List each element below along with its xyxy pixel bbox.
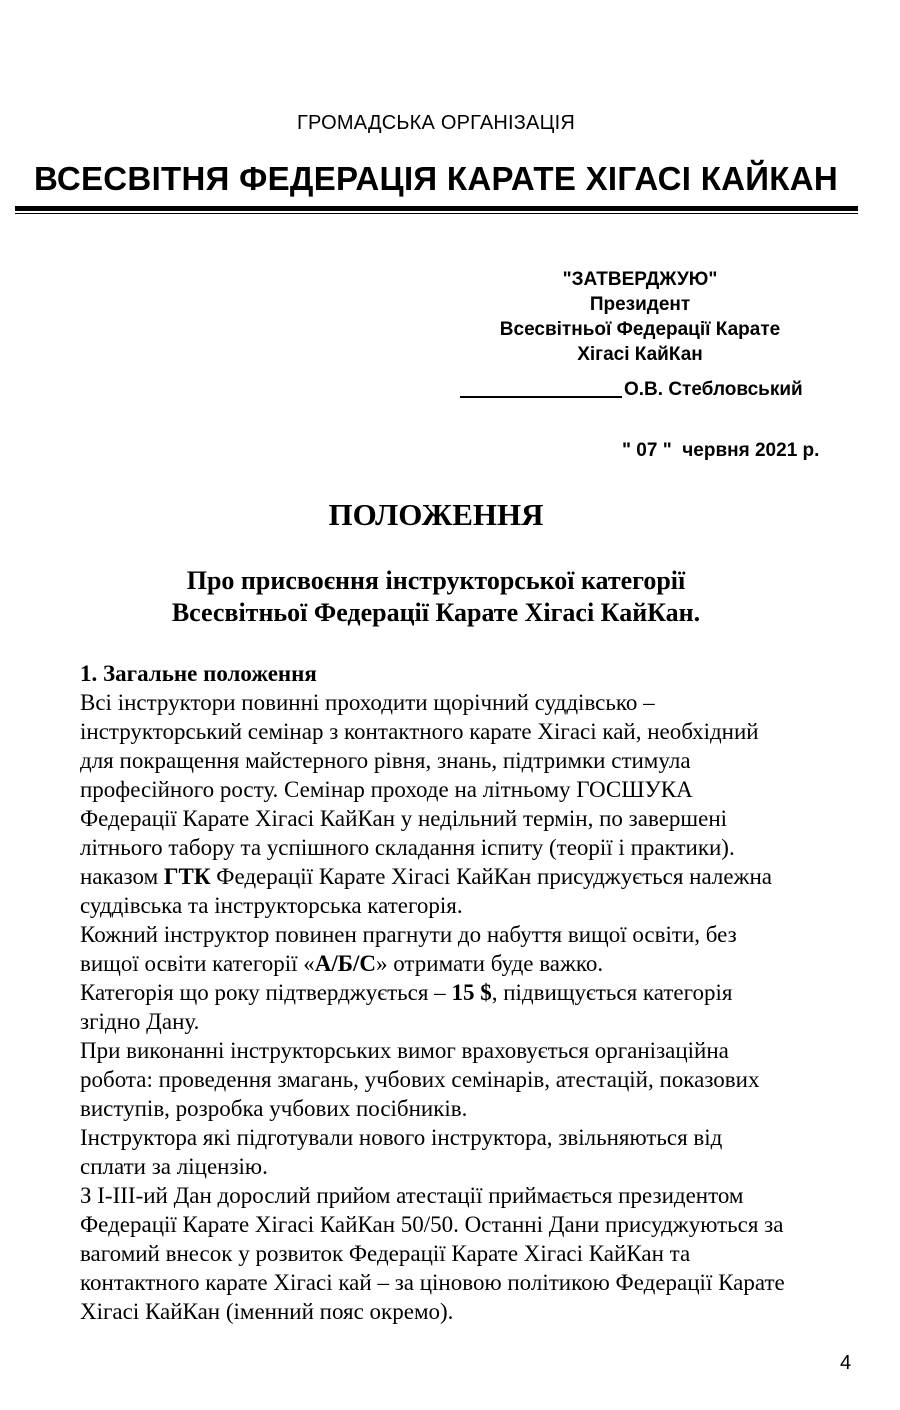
- paragraph-line: При виконанні інструкторських вимог враховується організаційна: [80, 1038, 729, 1063]
- approver-position: Президент: [589, 294, 691, 315]
- section-1: [80, 659, 880, 1326]
- paragraph-line: Кожний інструктор повинен прагнути до набуття вищої освіти, без: [80, 922, 737, 947]
- paragraph-line: наказом ГТК Федерації Карате Хігасі КайКан присуджується належна: [80, 864, 772, 889]
- section-heading: 1. Загальне положення: [80, 661, 317, 686]
- organization-type: ГРОМАДСЬКА ОРГАНІЗАЦІЯ: [297, 112, 575, 134]
- paragraph-line: Всі інструктори повинні проходити щорічний суддівсько –: [80, 690, 655, 715]
- approval-date: " 07 " червня 2021 р.: [622, 440, 820, 461]
- paragraph-line: професійного росту. Семінар проходе на літньому ГОСШУКА: [80, 777, 693, 802]
- paragraph-line: виступів, розробка учбових посібників.: [80, 1096, 468, 1121]
- header-rule-thick: [15, 206, 858, 211]
- signature-blank: [460, 396, 622, 398]
- paragraph-line: згідно Дану.: [80, 1009, 200, 1034]
- paragraph-line: Федерації Карате Хігасі КайКан у недільний термін, по завершені: [80, 806, 728, 831]
- approver-organization-line2: Хігасі КайКан: [577, 344, 703, 365]
- paragraph-line: Категорія що року підтверджується – 15 $, підвищується категорія: [80, 980, 733, 1005]
- paragraph-line: З І-ІІІ-ий Дан дорослий прийом атестації приймається президентом: [80, 1183, 744, 1208]
- paragraph-line: контактного карате Хігасі кай – за ціновою політикою Федерації Карате: [80, 1270, 785, 1295]
- paragraph-line: літнього табору та успішного складання іспиту (теорії і практики).: [80, 835, 735, 860]
- page-number: 4: [840, 1352, 852, 1374]
- signatory-name: О.В. Стебловський: [624, 379, 803, 400]
- paragraph-line: Федерації Карате Хігасі КайКан 50/50. Останні Дани присуджуються за: [80, 1212, 784, 1237]
- paragraph-line: для покращення майстерного рівня, знань, підтримки стимула: [80, 748, 691, 773]
- paragraph-line: суддівська та інструкторська категорія.: [80, 893, 463, 918]
- document-subtitle-line1: Про присвоєння інструкторської категорії: [186, 566, 686, 595]
- organization-name: ВСЕСВІТНЯ ФЕДЕРАЦІЯ КАРАТЕ ХІГАСІ КАЙКАН: [33, 160, 838, 197]
- paragraph-line: вищої освіти категорії «А/Б/С» отримати буде важко.: [80, 951, 604, 976]
- paragraph-line: робота: проведення змагань, учбових семінарів, атестацій, показових: [80, 1067, 760, 1092]
- document-title: ПОЛОЖЕННЯ: [328, 497, 544, 532]
- approval-stamp: "ЗАТВЕРДЖУЮ": [562, 269, 718, 290]
- paragraph-line: Інструктора які підготували нового інструктора, звільняються від: [80, 1125, 723, 1150]
- paragraph-line: сплати за ліцензію.: [80, 1154, 268, 1179]
- header-rule-thin: [15, 213, 858, 214]
- paragraph-line: інструкторський семінар з контактного карате Хігасі кай, необхідний: [80, 719, 759, 744]
- paragraph-line: Хігасі КайКан (іменний пояс окремо).: [80, 1299, 454, 1324]
- signature-line: [460, 379, 803, 401]
- document-subtitle-line2: Всесвітньої Федерації Карате Хігасі КайКан.: [171, 598, 701, 627]
- gtk-emphasis: ГТК: [163, 864, 211, 889]
- approver-organization-line1: Всесвітньої Федерації Карате: [499, 319, 781, 340]
- fee-emphasis: 15 $: [451, 980, 492, 1005]
- paragraph-line: вагомий внесок у розвиток Федерації Карате Хігасі КайКан та: [80, 1241, 691, 1266]
- category-emphasis: А/Б/С: [314, 951, 376, 976]
